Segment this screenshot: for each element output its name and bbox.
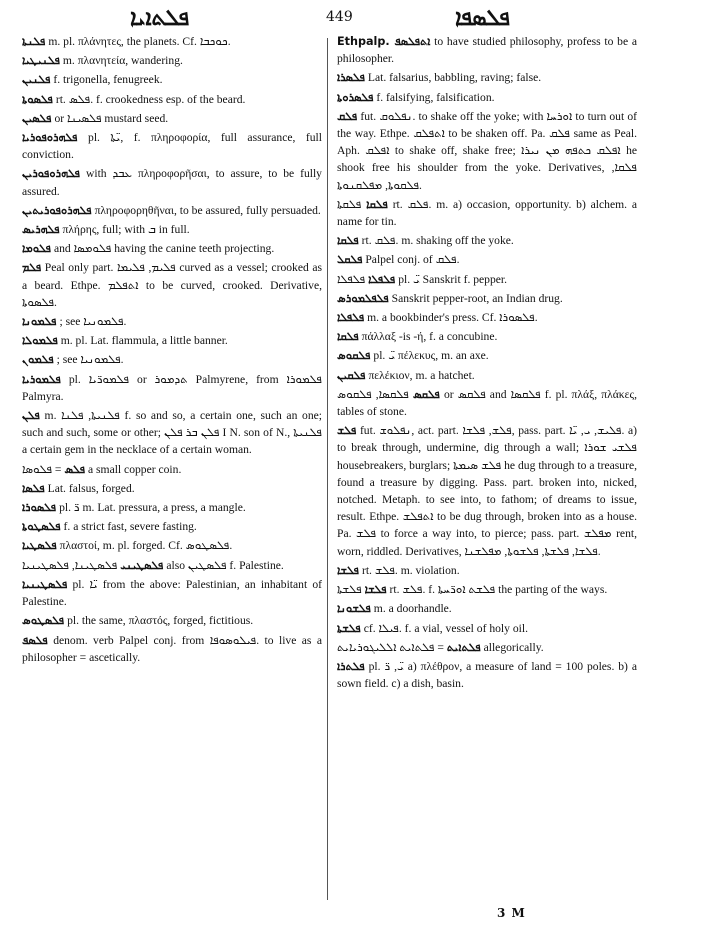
right-column bbox=[337, 33, 637, 913]
entry-definition: Lat. falsarius, babbling, raving; false. bbox=[367, 71, 542, 85]
entry-definition: πλαστοί, m. pl. forged. Cf. ܦܠܣܛܘܣ. bbox=[59, 539, 233, 553]
entry-definition: cf. ܦܝܠܐ. f. a vial, vessel of holy oil. bbox=[363, 621, 528, 635]
entry-definition: f. a strict fast, severe fasting. bbox=[63, 520, 197, 534]
entry-definition: ܦܠܦܠܐ pl. ܝ̈ Sanskrit f. pepper. bbox=[337, 272, 508, 286]
dictionary-entry bbox=[22, 71, 322, 88]
entry-definition: m. pl. Lat. flammula, a little banner. bbox=[60, 334, 228, 348]
entry-definition: m. a bookbinder's press. Cf. ܦܠܣܘܪܐ. bbox=[367, 311, 538, 325]
dictionary-entry bbox=[337, 196, 637, 230]
entry-definition: or ܦܠܣܝܢܐ mustard seed. bbox=[54, 111, 169, 125]
entry-headword: ܦܠܣ bbox=[64, 462, 86, 476]
entry-headword: ܦܠܣܛܘܬܐ bbox=[22, 520, 61, 534]
entry-headword: ܦܠܣܝܢ bbox=[22, 111, 52, 125]
dictionary-entry bbox=[337, 69, 637, 86]
entry-headword: ܦܠܦܠܐ bbox=[368, 272, 396, 286]
dictionary-entry bbox=[337, 328, 637, 345]
entry-headword: ܦܠܣܘܪܐ bbox=[22, 501, 57, 515]
dictionary-entry bbox=[22, 240, 322, 257]
dictionary-entry bbox=[22, 576, 322, 610]
entry-definition: m. ܦܠܢܝܬܐ, ܦܠܢܐ f. so and so, a certain one, such an one; such and such, some or other; ܦܠܢ ܒܪ ܦܠܢ I N. son of N., ܦܠܢܝܬܐ a certain gem in the necklace of a certain woman. bbox=[22, 409, 322, 457]
dictionary-entry bbox=[337, 386, 637, 420]
dictionary-entry bbox=[337, 232, 637, 249]
entry-definition: to have studied philosophy, profess to be a philosopher. bbox=[337, 35, 637, 66]
entry-definition: πλήρης, full; with ܒ in full. bbox=[62, 223, 190, 237]
entry-definition: and ܦܠܘܡܣܐ having the canine teeth projecting. bbox=[53, 242, 275, 256]
dictionary-entry bbox=[337, 347, 637, 364]
dictionary-entry bbox=[337, 89, 637, 106]
entry-headword: ܦܠܣܐ bbox=[22, 481, 45, 495]
entry-headword: ܦܠܘܡܐ bbox=[22, 242, 52, 256]
entry-headword: ܦܠܢ bbox=[22, 409, 40, 423]
entry-definition: denom. verb Palpel conj. from ܦܝܠܘܣܘܦܐ. to live as a philosopher = ascetically. bbox=[22, 633, 322, 664]
entry-definition: ܦܠܩܣܐ, ܦܠܩܘܣ or ܦܠܩܣ and ܦܠܩܣܐ f. pl. πλάξ, πλάκες, tables of stone. bbox=[337, 387, 637, 419]
entry-headword: ܦܠܫܐ bbox=[337, 563, 360, 577]
dictionary-entry bbox=[22, 632, 322, 666]
entry-headword: ܦܠܗܪܘܦܘܪܝܬܝܢ bbox=[22, 203, 92, 217]
entry-headword: ܦܠܗܪܘܦܘܪܝܐ bbox=[22, 131, 78, 145]
dictionary-entry bbox=[337, 271, 637, 288]
dictionary-entry bbox=[22, 33, 322, 50]
entry-headword: ܦܠܫܬܐ bbox=[337, 621, 361, 635]
left-running-headword: ܦܠܬܐܝܐ bbox=[130, 5, 190, 31]
dictionary-entry bbox=[22, 537, 322, 554]
dictionary-entry bbox=[337, 562, 637, 579]
entry-definition: pl. ܝ̈ܐ from the above: Palestinian, an inhabitant of Palestine. bbox=[22, 577, 322, 609]
entry-definition: = ܦܠܘܣܐ a small copper coin. bbox=[22, 462, 182, 476]
entry-headword: ܦܠܣܦ bbox=[22, 633, 48, 647]
dictionary-entry bbox=[337, 33, 637, 67]
dictionary-entry bbox=[337, 600, 637, 617]
column-divider bbox=[327, 38, 328, 900]
right-running-headword: ܦܠܣܦܐ bbox=[455, 5, 510, 31]
entry-headword: ܦܠܡ bbox=[22, 261, 42, 275]
entry-definition: m. pl. πλάνητες, the planets. Cf. ܟܘܟܒܐ. bbox=[48, 35, 231, 48]
entry-definition: πάλλαξ -is -ή, f. a concubine. bbox=[361, 330, 498, 344]
entry-headword: ܦܠܬܐܝܬ bbox=[446, 640, 481, 654]
dictionary-entry bbox=[22, 165, 322, 199]
entry-headword: ܦܠܢܝܢ bbox=[22, 73, 51, 87]
entry-headword: ܦܠܫܘܢܐ bbox=[337, 602, 371, 616]
entry-definition: ܦܠܣܛܝܢܐ, ܦܠܣܛܝܢܝܐ also ܦܠܣܛܝܢ f. Palestine. bbox=[22, 558, 284, 572]
dictionary-entry bbox=[22, 407, 322, 459]
entry-headword: ܦܠܗܪܝܣ bbox=[22, 223, 60, 237]
entry-definition: pl. ܦܠܡܘܪ̈ܝܐ or ܬܕܡܘܪ Palmyrene, from ܦܠܡܘܪܐ Palmyra. bbox=[22, 372, 322, 403]
entry-headword: ܦܠܡܘܪܝܐ bbox=[22, 372, 61, 386]
entry-headword: ܦܠܦܠܐ bbox=[337, 311, 365, 325]
entry-headword: ܦܠܩܣ bbox=[412, 387, 440, 401]
entry-definition: ; see ܦܠܡܘܢܝܐ. bbox=[59, 315, 127, 329]
dictionary-entry bbox=[22, 129, 322, 163]
entry-headword: ܦܠܩܐ bbox=[366, 197, 388, 211]
dictionary-entry bbox=[22, 259, 322, 311]
entry-definition: fut. ܢܦܠܘܫ, act. part. ܦܠܫ, ܦܠܫܐ, pass. part. ܦܠܝܫ, ܝ, ܝ̈ܐ. a) to break through, undermine, dig through a wall; ܦܠܫܝ ܫܘܪܐ housebreakers, burglars; ܦܠܫ ܣܝܡܬܐ he dug through to a treasure, found a treasure by digging. Pass. part. broken into, nicked, notched. Metaph. to see into, to fathom; of dreams to issue, result. Ethpe. ܐܬܦܠܫ to be dug through, broken into as a house. Pa. ܦܠܫ to force a way into, to pierce; pass. part. ܡܦܠܫ rent, worn, riddled. Derivatives, ܦܠܫܐ, ܦܠܫܬܐ, ܦܠܫܘܬܐ, ܡܦܠܫܢܐ. bbox=[337, 424, 637, 558]
entry-headword: ܦܠܣܛܘܣ bbox=[22, 614, 65, 628]
entry-headword: ܦܠܩܐ bbox=[337, 234, 359, 248]
printer-signature: 3 M bbox=[497, 906, 526, 920]
left-column bbox=[22, 33, 322, 913]
entry-definition: pl. ܝ̈ܬܐ, f. πληροφορία, full assurance, full conviction. bbox=[22, 131, 322, 162]
entry-headword: ܦܠܣܪܘܬܐ bbox=[337, 90, 374, 104]
entry-definition: f. falsifying, falsification. bbox=[376, 90, 495, 104]
entry-headword: ܦܠܫܐ bbox=[364, 583, 387, 597]
dictionary-entry bbox=[337, 108, 637, 194]
entry-headword: ܦܠܫ bbox=[337, 424, 357, 438]
dictionary-entry bbox=[337, 290, 637, 307]
entry-headword: Ethpalp. ܐܬܦܠܣܦ bbox=[337, 35, 431, 48]
dictionary-entry bbox=[22, 52, 322, 69]
entry-headword: ܦܠܩܐ bbox=[337, 330, 359, 344]
entry-headword: ܦܠܦܠܡܘܪܣ bbox=[337, 291, 389, 305]
entry-headword: ܦܠܡܘܠܐ bbox=[22, 334, 58, 348]
entry-definition: f. trigonella, fenugreek. bbox=[53, 73, 163, 87]
entry-headword: ܦܠܬܪܐ bbox=[337, 659, 365, 673]
dictionary-entry bbox=[22, 313, 322, 330]
dictionary-entry bbox=[22, 612, 322, 629]
entry-definition: pl. ܪ̈ m. Lat. pressura, a press, a mangle. bbox=[59, 501, 246, 515]
dictionary-entry bbox=[337, 251, 637, 268]
entry-definition: m. a doorhandle. bbox=[373, 602, 452, 616]
entry-headword: ܦܠܣܛܝܐ bbox=[22, 539, 57, 553]
entry-headword: ܦܠܡܘܢ bbox=[22, 353, 54, 367]
page-header bbox=[0, 3, 704, 33]
entry-headword: ܦܠܡܘܢܐ bbox=[22, 315, 57, 329]
entry-headword: ܦܠܣܘܬܐ bbox=[22, 92, 53, 106]
entry-definition: with ܥܒܕ πληροφορῆσαι, to assure, to be fully assured. bbox=[22, 167, 322, 198]
entry-headword: ܦܠܩܘܣ bbox=[337, 349, 371, 363]
dictionary-entry bbox=[22, 202, 322, 219]
entry-definition: Peal only part. ܦܠܝܡ, ܦܠܝܡܐ curved as a vessel; crooked as a beard. Ethpe. ܐܬܦܠܡ to be curved, crooked. Derivative, ܦܠܣܘܬܐ. bbox=[22, 261, 322, 309]
dictionary-entry bbox=[22, 91, 322, 108]
dictionary-entry bbox=[337, 309, 637, 326]
dictionary-entry bbox=[22, 557, 322, 574]
entry-headword: ܦܠܣܛܝܢܝܐ bbox=[22, 577, 68, 591]
dictionary-entry bbox=[22, 110, 322, 127]
entry-headword: ܦܠܢܝܛܝܐ bbox=[22, 54, 60, 68]
entry-definition: m. πλανητεία, wandering. bbox=[62, 54, 183, 68]
dictionary-entry bbox=[337, 620, 637, 637]
dictionary-entry bbox=[337, 639, 637, 656]
entry-definition: ܦܠܩܬܐ rt. ܦܠܩ. m. a) occasion, opportunity. b) alchem. a name for tin. bbox=[337, 197, 637, 229]
dictionary-entry bbox=[337, 581, 637, 598]
dictionary-entry bbox=[22, 371, 322, 405]
dictionary-entry bbox=[337, 367, 637, 384]
dictionary-entry bbox=[22, 221, 322, 238]
entry-definition: ; see ܦܠܡܘܢܝܐ. bbox=[56, 353, 124, 367]
entry-headword: ܦܠܣܛܝܢܝ bbox=[120, 558, 164, 572]
entry-definition: Lat. falsus, forged. bbox=[47, 481, 135, 495]
entry-headword: ܦܠܗܪܘܦܘܪܝܢ bbox=[22, 167, 81, 181]
dictionary-entry bbox=[337, 422, 637, 560]
entry-headword: ܦܠܩ bbox=[337, 109, 358, 123]
entry-definition: pl. the same, πλαστός, forged, fictitious. bbox=[67, 614, 254, 628]
entry-definition: Sanskrit pepper-root, an Indian drug. bbox=[391, 291, 563, 305]
page-number: 449 bbox=[326, 9, 353, 25]
entry-headword: ܦܠܩܠ bbox=[337, 253, 363, 267]
entry-definition: fut. ܢܦܠܘܩ. to shake off the yoke; with ܐܘܪܚܐ to turn out of the way. Ethpe. ܐܬܦܠܩ to be shaken off. Pa. ܦܠܩ same as Peal. Aph. ܐܦܠܩ to shake off, shake free; ܐܦܠܩ ܟܬܦܗ ܡܢ ܢܝܪܐ he shook free his shoulder from the yoke. Derivatives, ܦܠܩܐ, ܦܠܩܘܬܐ, ܡܦܠܩܢܘܬܐ. bbox=[337, 109, 637, 192]
entry-definition: pl. ܝ̈ πέλεκυς, m. an axe. bbox=[373, 349, 489, 363]
entry-headword: ܦܠܣܪܐ bbox=[337, 71, 366, 85]
dictionary-entry bbox=[22, 461, 322, 478]
entry-definition: pl. ܝ̈, ܪ̈ a) πλέθρον, a measure of land = 100 poles. b) a sown field. c) a dish, basin. bbox=[337, 659, 637, 691]
dictionary-entry bbox=[22, 480, 322, 497]
entry-definition: = ܦܠܬܐܝܬ ܐܠܠܝܓܘܪܝܐܝܬ allegorically. bbox=[337, 640, 544, 654]
dictionary-entry bbox=[22, 332, 322, 349]
entry-definition: Palpel conj. of ܦܠܩ. bbox=[365, 253, 460, 267]
dictionary-entry bbox=[22, 499, 322, 516]
dictionary-entry bbox=[22, 351, 322, 368]
dictionary-entry bbox=[22, 518, 322, 535]
entry-definition: rt. ܦܠܫ. m. violation. bbox=[361, 563, 460, 577]
entry-definition: rt. ܦܠܣ. f. crookedness esp. of the beard. bbox=[55, 92, 246, 106]
entry-headword: ܦܠܢܬܐ bbox=[22, 35, 46, 48]
dictionary-entry bbox=[337, 658, 637, 692]
entry-headword: ܦܠܩܝܢ bbox=[337, 368, 366, 382]
entry-definition: rt. ܦܠܩ. m. shaking off the yoke. bbox=[361, 234, 514, 248]
entry-definition: ܦܠܫܬܐ rt. ܦܠܫ. f. ܦܠܫܬ ܐܘܪ̈ܚܬܐ the parting of the ways. bbox=[337, 583, 608, 597]
entry-definition: πελέκιον, m. a hatchet. bbox=[368, 368, 475, 382]
entry-definition: πληροφορηθῆναι, to be assured, fully persuaded. bbox=[94, 203, 321, 217]
